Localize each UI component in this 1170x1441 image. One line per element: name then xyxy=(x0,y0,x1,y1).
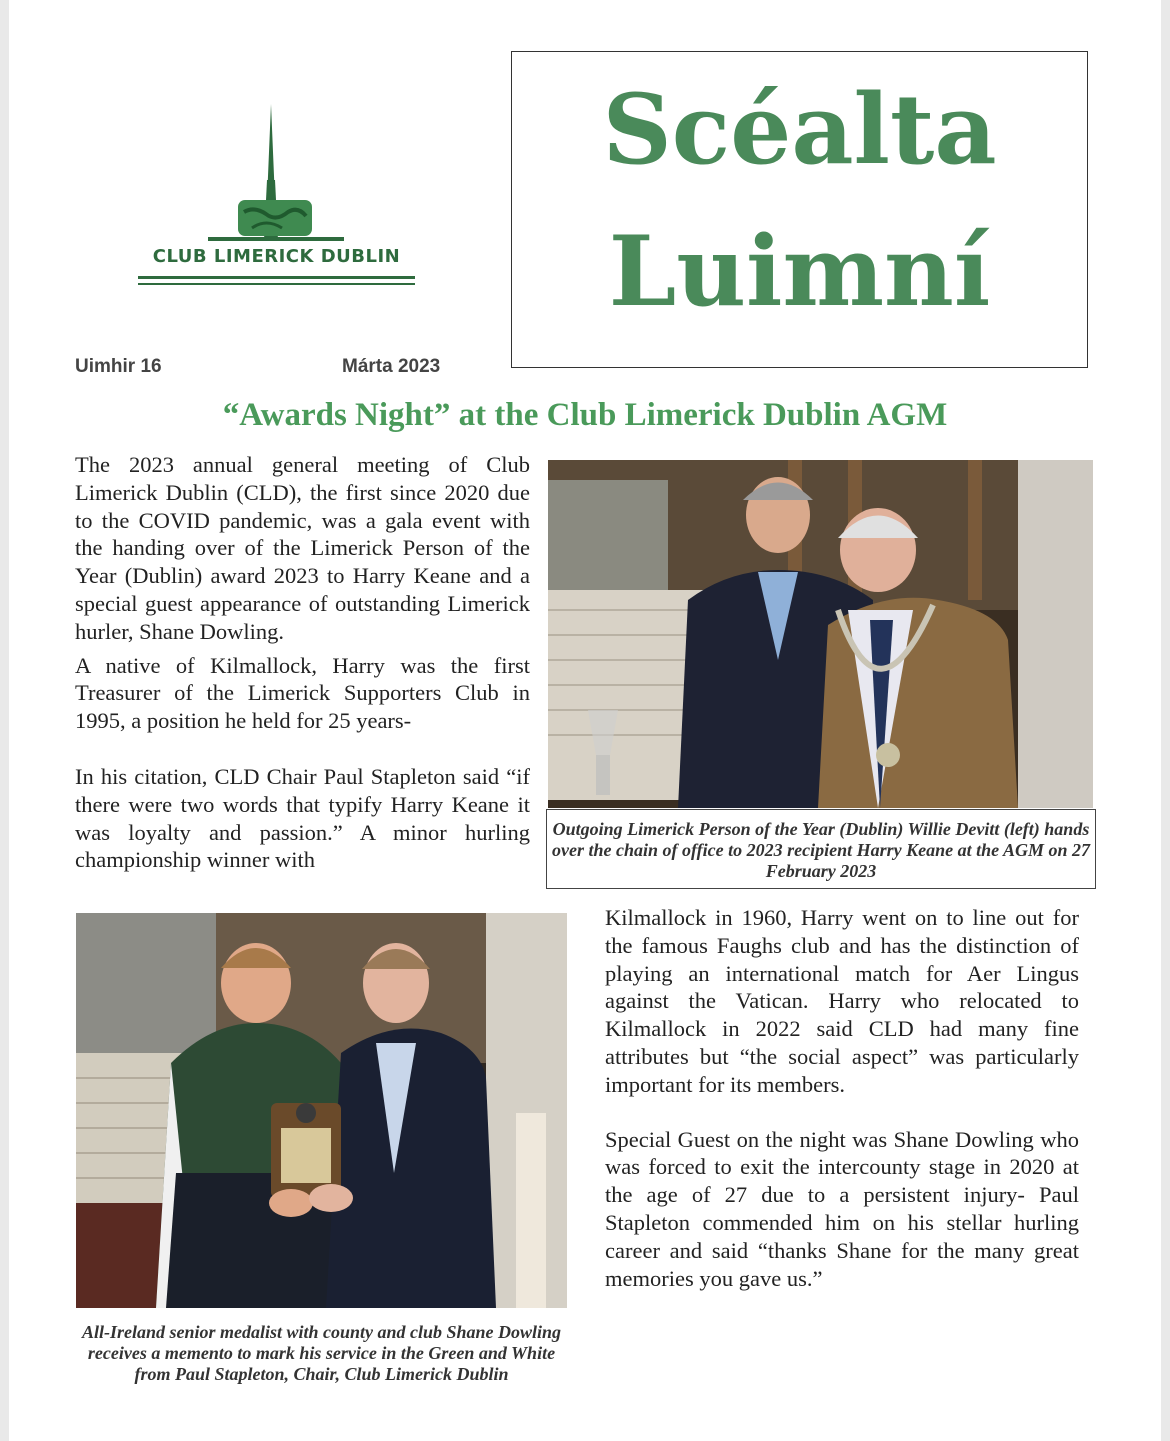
club-name: CLUB LIMERICK DUBLIN xyxy=(152,246,401,267)
issue-date: Márta 2023 xyxy=(342,356,441,377)
masthead-title-line2: Luimní xyxy=(608,215,991,328)
article-column-right xyxy=(605,904,1079,1292)
photo-chain-handover-image xyxy=(548,460,1093,808)
paragraph-faughs: Kilmallock in 1960, Harry went on to line out for the famous Faughs club and has the distinction of playing an international match for Aer Lingus against the Vatican. Harry who relocated to Kilmallock in 2022 said CLD had many fine attributes but “the social aspect” was particularly important for its members. xyxy=(605,905,1079,1097)
article-headline: “Awards Night” at the Club Limerick Dublin AGM xyxy=(222,397,948,433)
photo-memento-presentation-caption: All-Ireland senior medalist with county and club Shane Dowling receives a memento to mark his service in the Green and White from Paul Stapleton, Chair, Club Limerick Dublin xyxy=(81,1322,562,1384)
paragraph-native: A native of Kilmallock, Harry was the first Treasurer of the Limerick Supporters Club in 1995, a position he held for 25 years- xyxy=(75,652,530,734)
paragraph-citation: In his citation, CLD Chair Paul Stapleton said “if there were two words that typify Harry Keane it was loyalty and passion.” A minor hurling championship winner with xyxy=(75,763,530,873)
newsletter-page xyxy=(9,0,1161,1441)
photo-chain-handover-caption: Outgoing Limerick Person of the Year (Dublin) Willie Devitt (left) hands over the chain of office to 2023 recipient Harry Keane at the AGM on 27 February 2023 xyxy=(546,809,1096,889)
article-column-left xyxy=(75,451,530,874)
masthead-title-line1: Scéalta xyxy=(602,73,997,186)
issue-number: Uimhir 16 xyxy=(75,356,162,377)
photo-memento-presentation-image xyxy=(76,913,567,1308)
club-logo xyxy=(124,100,429,290)
paragraph-intro: The 2023 annual general meeting of Club Limerick Dublin (CLD), the first since 2020 due to the COVID pandemic, was a gala event with the handing over of the Limerick Person of the Year (Dublin) award 2023 to Harry Keane and a special guest appearance of outstanding Limerick hurler, Shane Dowling. xyxy=(75,452,530,644)
paragraph-special-guest: Special Guest on the night was Shane Dowling who was forced to exit the intercounty stage in 2020 at the age of 27 due to a persistent injury- Paul Stapleton commended him on his stellar hurling career and said “thanks Shane for the many great memories you gave us.” xyxy=(605,1126,1079,1291)
photo-chain-handover xyxy=(548,460,1093,808)
photo-memento-presentation xyxy=(76,913,567,1308)
masthead-title-box xyxy=(511,51,1088,368)
